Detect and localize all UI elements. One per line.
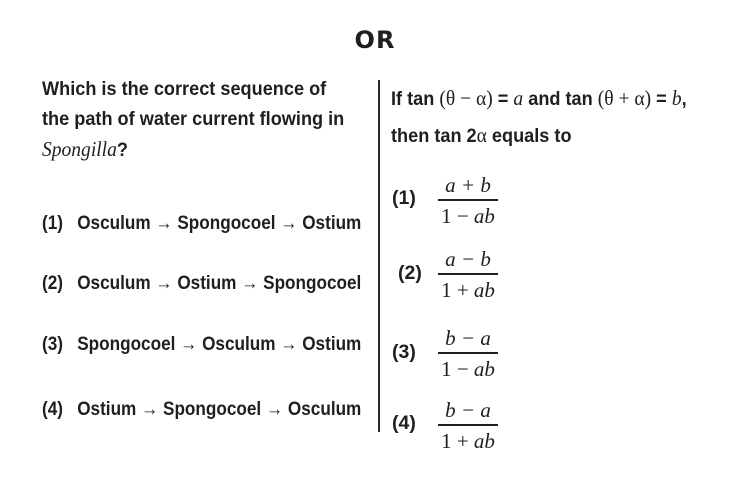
fraction-denominator: 1 + ab bbox=[441, 428, 495, 453]
expr-theta-plus-alpha: (θ + α) bbox=[597, 86, 652, 110]
fraction-bar bbox=[438, 199, 498, 201]
left-option-4 bbox=[42, 398, 361, 421]
left-option-2 bbox=[42, 272, 361, 295]
fraction-denominator: 1 − ab bbox=[441, 356, 495, 381]
right-question-line-2 bbox=[391, 117, 712, 154]
equals-sign: = bbox=[651, 88, 672, 110]
column-divider bbox=[378, 80, 380, 432]
left-question-end: ? bbox=[116, 139, 128, 161]
right-option-fraction-2 bbox=[438, 246, 498, 303]
italic-term: Spongilla bbox=[42, 137, 117, 161]
then-label: then tan 2 bbox=[391, 125, 477, 147]
left-option-3 bbox=[42, 333, 361, 356]
or-separator: OR bbox=[354, 26, 396, 54]
fraction-numerator: b − a bbox=[445, 326, 491, 350]
fraction-numerator: a + b bbox=[445, 173, 491, 197]
fraction-bar bbox=[438, 424, 498, 426]
option-number: (3) bbox=[42, 333, 63, 355]
option-text: Osculum → Ostium → Spongocoel bbox=[77, 272, 362, 294]
right-option-fraction-4 bbox=[438, 397, 498, 454]
fraction-denominator: 1 − ab bbox=[441, 203, 495, 228]
left-question-stem bbox=[42, 74, 349, 165]
right-option-number-4: (4) bbox=[392, 412, 416, 434]
right-option-number-3: (3) bbox=[392, 341, 416, 363]
alpha-symbol: α bbox=[476, 123, 487, 147]
left-option-1 bbox=[42, 212, 361, 235]
equals-sign: = bbox=[492, 88, 514, 110]
option-text: Spongocoel → Osculum → Ostium bbox=[77, 333, 362, 355]
option-number: (2) bbox=[42, 272, 63, 294]
fraction-denominator: 1 + ab bbox=[441, 277, 495, 302]
and-label: and tan bbox=[523, 88, 598, 110]
fraction-numerator: b − a bbox=[445, 398, 491, 422]
right-option-fraction-3 bbox=[438, 325, 498, 382]
right-question-line-1 bbox=[391, 80, 712, 117]
if-label: If tan bbox=[391, 88, 440, 110]
var-b: b bbox=[671, 86, 682, 110]
right-option-fraction-1 bbox=[438, 172, 498, 229]
fraction-bar bbox=[438, 273, 498, 275]
left-question-text: Which is the correct sequence of the path of water current flowing in bbox=[42, 78, 345, 130]
comma: , bbox=[681, 88, 687, 110]
expr-theta-minus-alpha: (θ − α) bbox=[439, 86, 493, 110]
option-text: Ostium → Spongocoel → Osculum bbox=[77, 398, 362, 420]
right-option-number-2: (2) bbox=[398, 262, 422, 284]
var-a: a bbox=[513, 86, 524, 110]
option-number: (4) bbox=[42, 398, 63, 420]
fraction-bar bbox=[438, 352, 498, 354]
right-option-number-1: (1) bbox=[392, 187, 416, 209]
option-text: Osculum → Spongocoel → Ostium bbox=[77, 212, 362, 234]
option-number: (1) bbox=[42, 212, 63, 234]
fraction-numerator: a − b bbox=[445, 247, 491, 271]
equals-to-label: equals to bbox=[486, 125, 572, 147]
right-question-stem bbox=[391, 80, 712, 154]
